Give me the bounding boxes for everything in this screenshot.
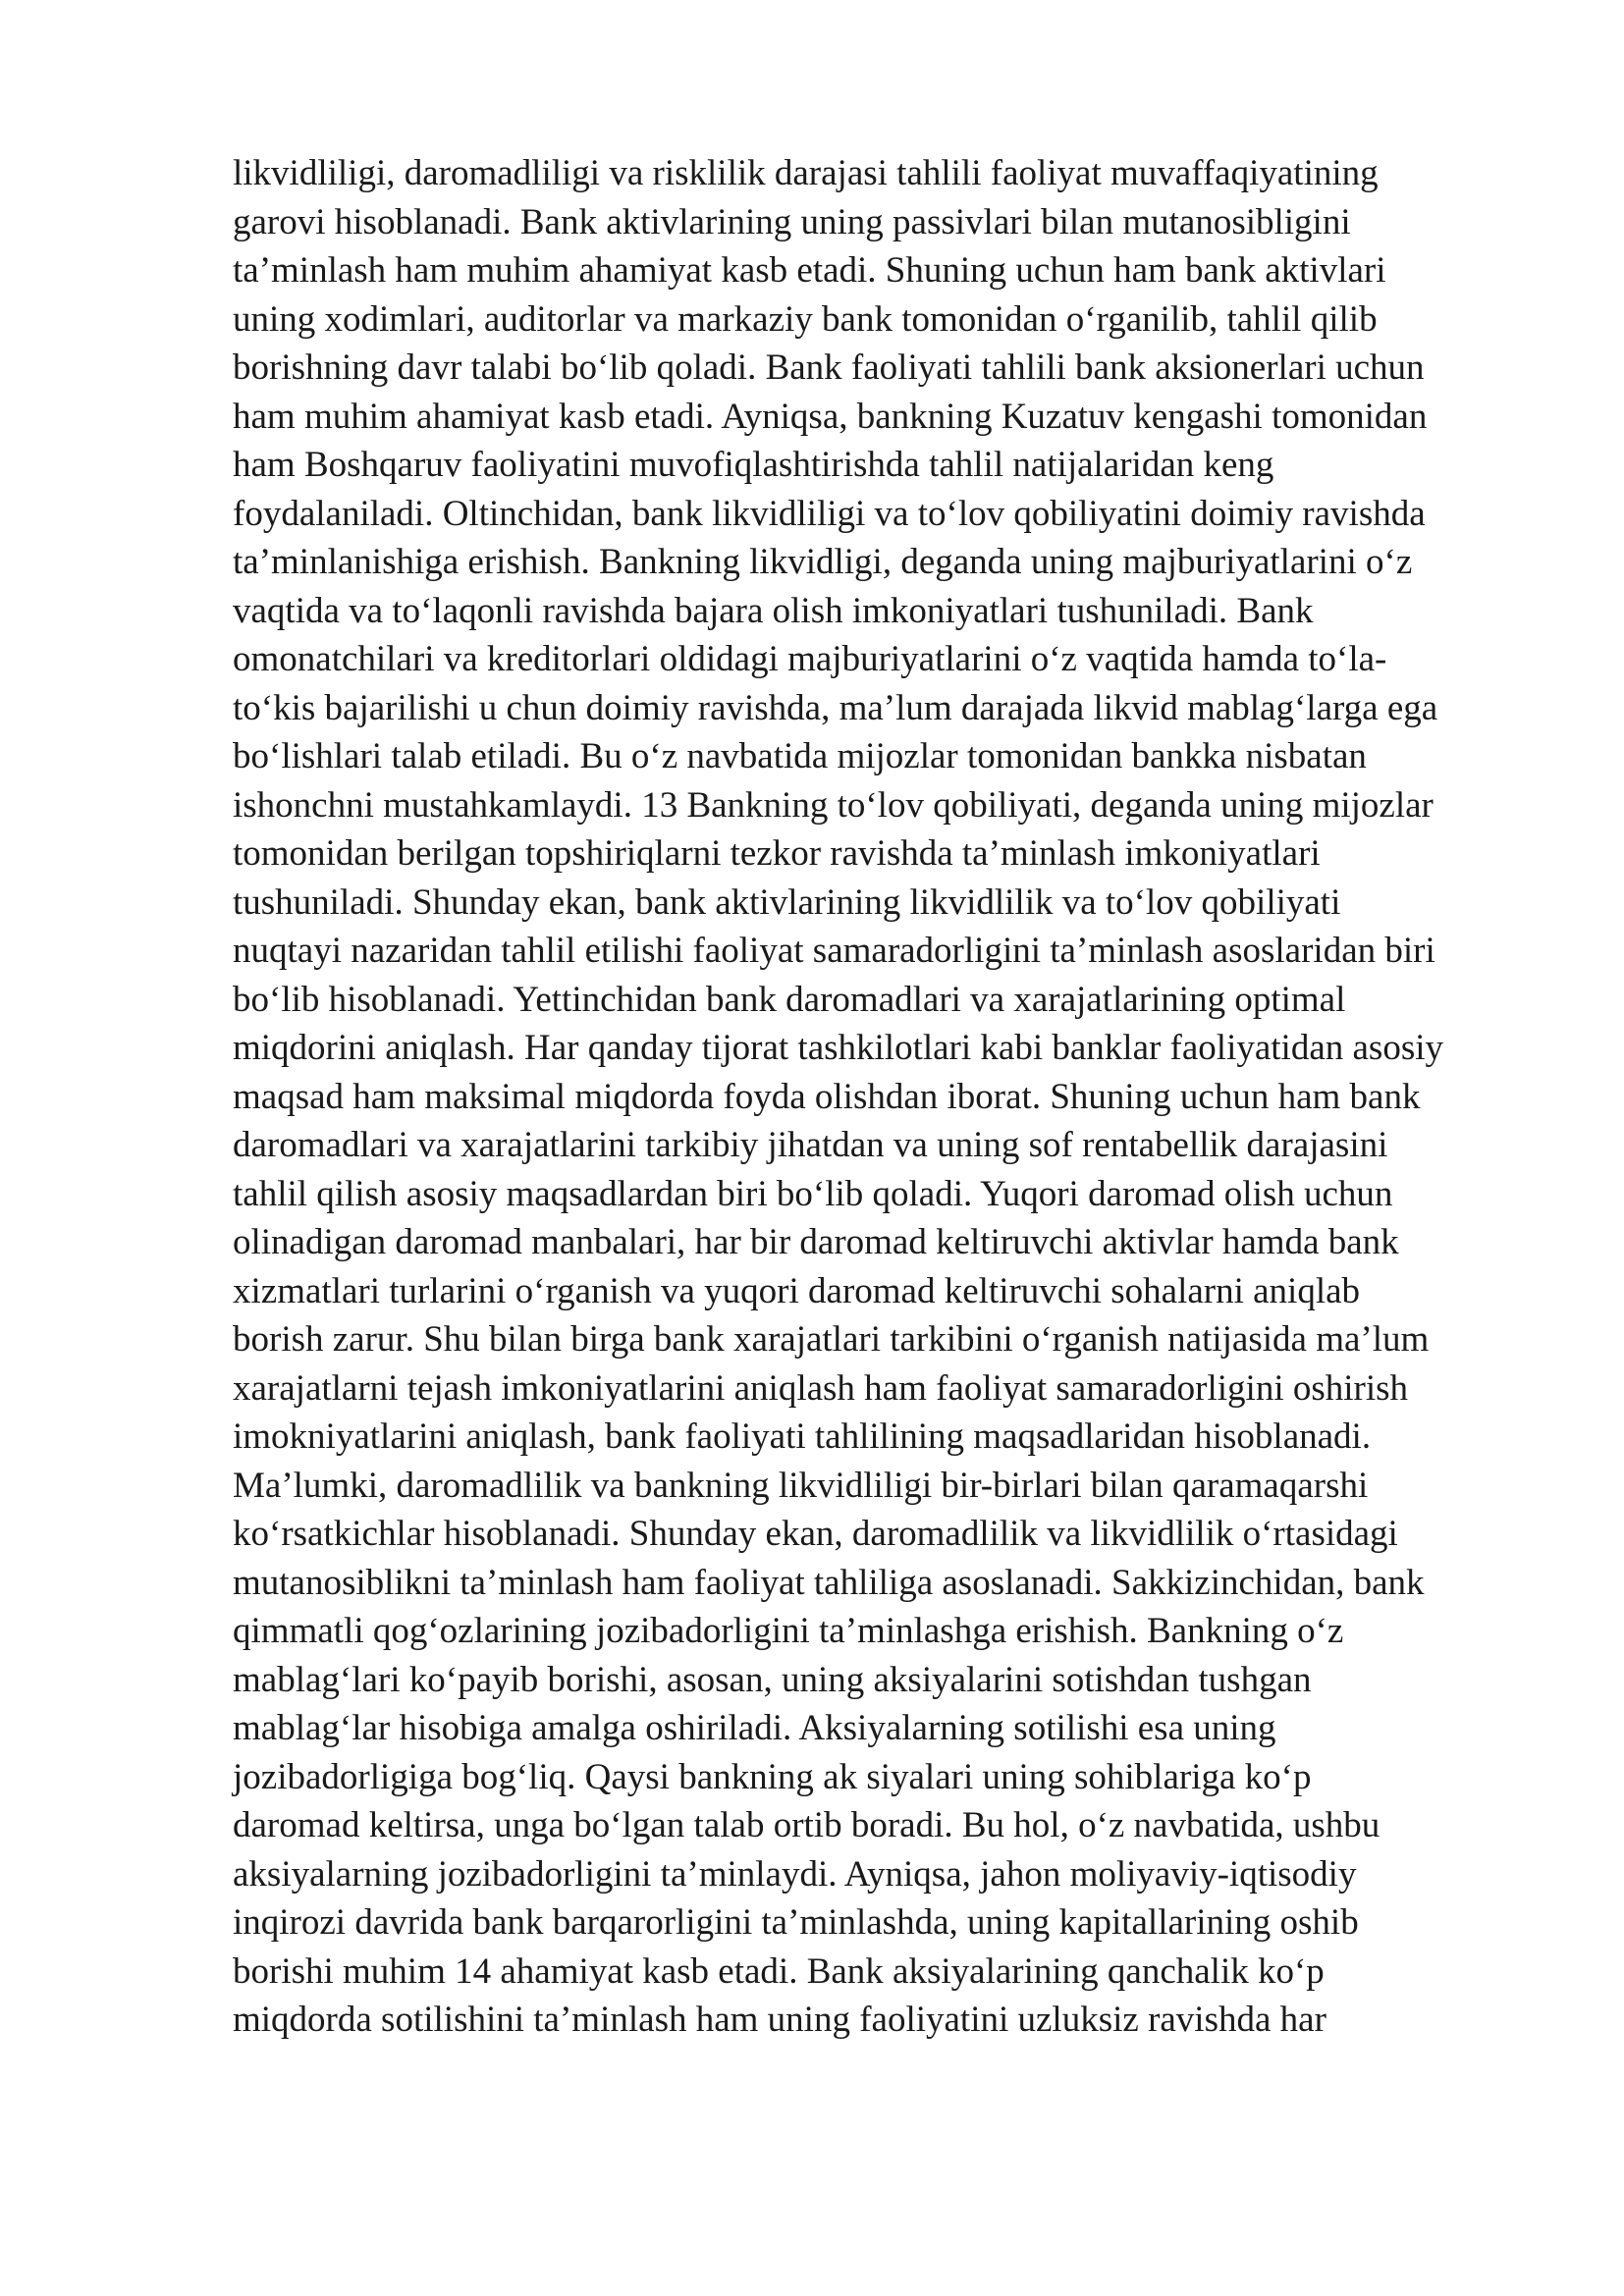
text-line: foydalaniladi. Oltinchidan, bank likvidliligi va to‘lov qobiliyatini doimiy ravishda xyxy=(233,493,1426,534)
text-line: nuqtayi nazaridan tahlil etilishi faoliyat samaradorligini ta’minlash asoslaridan biri xyxy=(233,931,1435,971)
text-line: xizmatlari turlarini o‘rganish va yuqori daromad keltiruvchi sohalarni aniqlab xyxy=(233,1270,1361,1311)
text-line: jozibadorligiga bog‘liq. Qaysi bankning ak siyalari uning sohiblariga ko‘p xyxy=(233,1756,1312,1797)
text-line: borish zarur. Shu bilan birga bank xarajatlari tarkibini o‘rganish natijasida ma’lum xyxy=(233,1319,1430,1360)
text-line: borishning davr talabi bo‘lib qoladi. Bank faoliyati tahlili bank aksionerlari uchun xyxy=(233,347,1425,388)
text-line: olinadigan daromad manbalari, har bir daromad keltiruvchi aktivlar hamda bank xyxy=(233,1222,1399,1262)
text-line: qimmatli qog‘ozlarining jozibadorligini ta’minlashga erishish. Bankning o‘z xyxy=(233,1611,1344,1651)
text-line: aksiyalarning jozibadorligini ta’minlaydi. Ayniqsa, jahon moliyaviy-iqtisodiy xyxy=(233,1853,1357,1895)
text-line: ta’minlanishiga erishish. Bankning likvidligi, deganda uning majburiyatlarini o‘z xyxy=(233,542,1413,582)
text-line: miqdorini aniqlash. Har qanday tijorat tashkilotlari kabi banklar faoliyatidan asosiy xyxy=(233,1028,1444,1068)
text-line: xarajatlarni tejash imkoniyatlarini aniqlash ham faoliyat samaradorligini oshirish xyxy=(233,1367,1409,1409)
text-line: ishonchni mustahkamlaydi. 13 Bankning to‘lov qobiliyati, deganda uning mijozlar xyxy=(233,784,1434,826)
text-line: bo‘lishlari talab etiladi. Bu o‘z navbatida mijozlar tomonidan bankka nisbatan xyxy=(233,736,1367,776)
text-line: mutanosiblikni ta’minlash ham faoliyat tahliliga asoslanadi. Sakkizinchidan, bank xyxy=(233,1562,1425,1603)
text-line: bo‘lib hisoblanadi. Yettinchidan bank daromadlari va xarajatlarining optimal xyxy=(233,979,1346,1020)
text-line: imokniyatlarini aniqlash, bank faoliyati tahlilining maqsadlaridan hisoblanadi. xyxy=(233,1416,1372,1457)
text-line: daromad keltirsa, unga bo‘lgan talab ortib boradi. Bu hol, o‘z navbatida, ushbu xyxy=(233,1805,1380,1845)
text-line: tahlil qilish asosiy maqsadlardan biri bo‘lib qoladi. Yuqori daromad olish uchun xyxy=(233,1173,1393,1214)
text-line: likvidliligi, daromadliligi va risklilik darajasi tahlili faoliyat muvaffaqiyatining xyxy=(233,153,1379,193)
text-line: ham muhim ahamiyat kasb etadi. Ayniqsa, bankning Kuzatuv kengashi tomonidan xyxy=(233,396,1428,437)
text-line: mablag‘lari ko‘payib borishi, asosan, uning aksiyalarini sotishdan tushgan xyxy=(233,1659,1312,1700)
text-line: mablag‘lar hisobiga amalga oshiriladi. Aksiyalarning sotilishi esa uning xyxy=(233,1708,1276,1748)
body-text xyxy=(233,149,1539,2045)
text-line: inqirozi davrida bank barqarorligini ta’minlashda, uning kapitallarining oshib xyxy=(233,1902,1359,1943)
text-line: miqdorda sotilishini ta’minlash ham uning faoliyatini uzluksiz ravishda har xyxy=(233,2000,1326,2040)
text-line: garovi hisoblanadi. Bank aktivlarining uning passivlari bilan mutanosibligini xyxy=(233,201,1351,242)
text-line: vaqtida va to‘laqonli ravishda bajara olish imkoniyatlari tushuniladi. Bank xyxy=(233,590,1314,631)
text-line: daromadlari va xarajatlarini tarkibiy jihatdan va uning sof rentabellik darajasini xyxy=(233,1125,1388,1165)
text-line: maqsad ham maksimal miqdorda foyda olishdan iborat. Shuning uchun ham bank xyxy=(233,1076,1421,1117)
text-line: to‘kis bajarilishi u chun doimiy ravishda, ma’lum darajada likvid mablag‘larga ega xyxy=(233,687,1438,728)
text-line: ham Boshqaruv faoliyatini muvofiqlashtirishda tahlil natijalaridan keng xyxy=(233,445,1274,485)
text-line: borishi muhim 14 ahamiyat kasb etadi. Bank aksiyalarining qanchalik ko‘p xyxy=(233,1950,1325,1992)
text-line: Ma’lumki, daromadlilik va bankning likvidliligi bir-birlari bilan qaramaqarshi xyxy=(233,1465,1369,1506)
text-line: omonatchilari va kreditorlari oldidagi majburiyatlarini o‘z vaqtida hamda to‘la- xyxy=(233,639,1387,679)
text-line: uning xodimlari, auditorlar va markaziy bank tomonidan o‘rganilib, tahlil qilib xyxy=(233,298,1378,340)
text-line: ta’minlash ham muhim ahamiyat kasb etadi. Shuning uchun ham bank aktivlari xyxy=(233,250,1386,291)
text-line: ko‘rsatkichlar hisoblanadi. Shunday ekan, daromadlilik va likvidlilik o‘rtasidagi xyxy=(233,1514,1398,1554)
text-line: tomonidan berilgan topshiriqlarni tezkor ravishda ta’minlash imkoniyatlari xyxy=(233,833,1321,874)
text-line: tushuniladi. Shunday ekan, bank aktivlarining likvidlilik va to‘lov qobiliyati xyxy=(233,881,1341,923)
